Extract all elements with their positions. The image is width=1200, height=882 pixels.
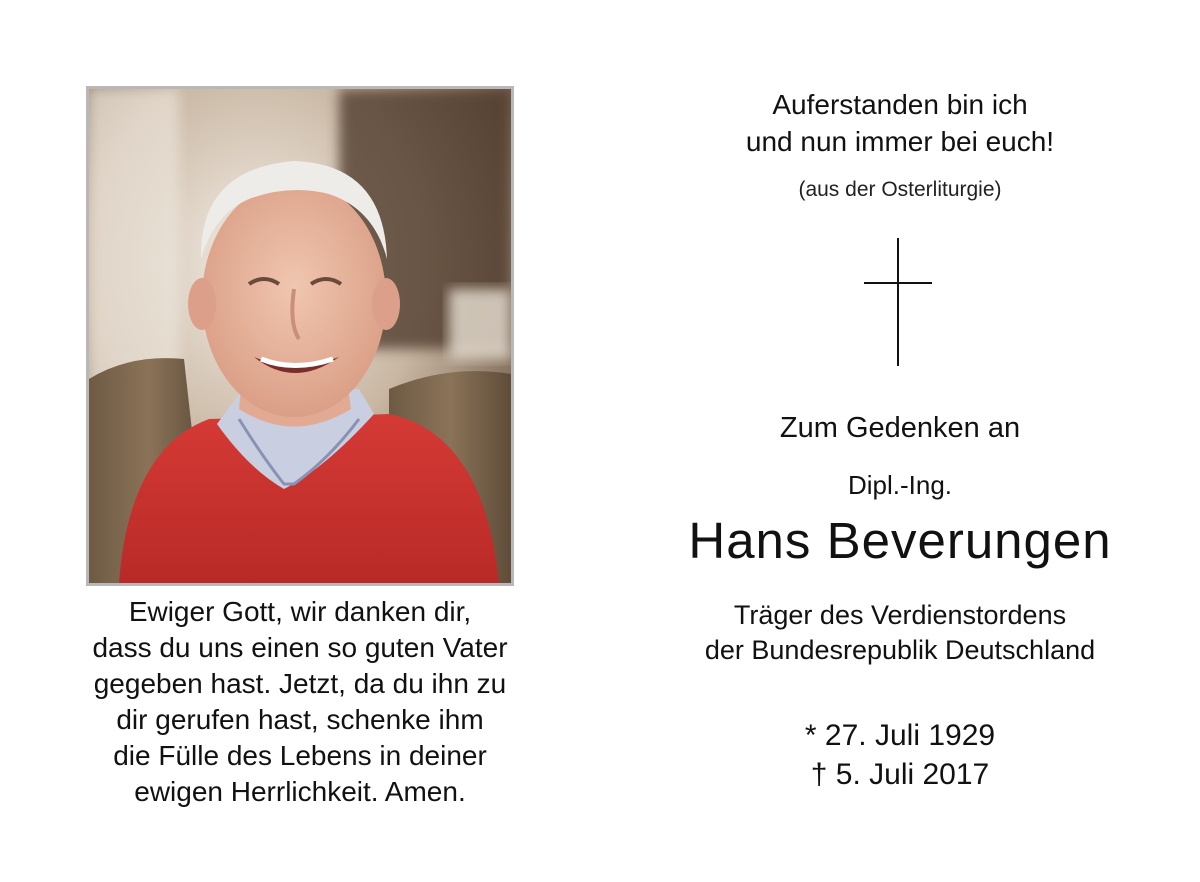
portrait-photo (86, 86, 514, 586)
verse-line: Auferstanden bin ich (772, 89, 1028, 120)
honor-line: der Bundesrepublik Deutschland (704, 635, 1096, 665)
birth-date: * 27. Juli 1929 (804, 719, 996, 752)
deceased-name: Hans Beverungen (688, 512, 1112, 569)
prayer-text (0, 594, 600, 810)
prayer-line: dir gerufen hast, schenke ihm (116, 704, 484, 735)
right-panel (600, 0, 1200, 882)
verse-line: und nun immer bei euch! (745, 126, 1055, 157)
verse-source: (aus der Osterliturgie) (798, 178, 1002, 201)
life-dates (600, 716, 1200, 794)
academic-title: Dipl.-Ing. (847, 470, 953, 500)
death-date: † 5. Juli 2017 (810, 758, 990, 791)
prayer-line: die Fülle des Lebens in deiner (113, 740, 487, 771)
prayer-line: dass du uns einen so guten Vater (92, 632, 508, 663)
honor-line: Träger des Verdienstordens (733, 600, 1067, 630)
memorial-intro: Zum Gedenken an (779, 412, 1021, 444)
prayer-line: gegeben hast. Jetzt, da du ihn zu (93, 668, 507, 699)
cross-icon (864, 238, 932, 366)
honor-text (600, 598, 1200, 668)
verse (600, 86, 1200, 160)
prayer-line: ewigen Herrlichkeit. Amen. (134, 776, 466, 807)
prayer-line: Ewiger Gott, wir danken dir, (128, 596, 472, 627)
